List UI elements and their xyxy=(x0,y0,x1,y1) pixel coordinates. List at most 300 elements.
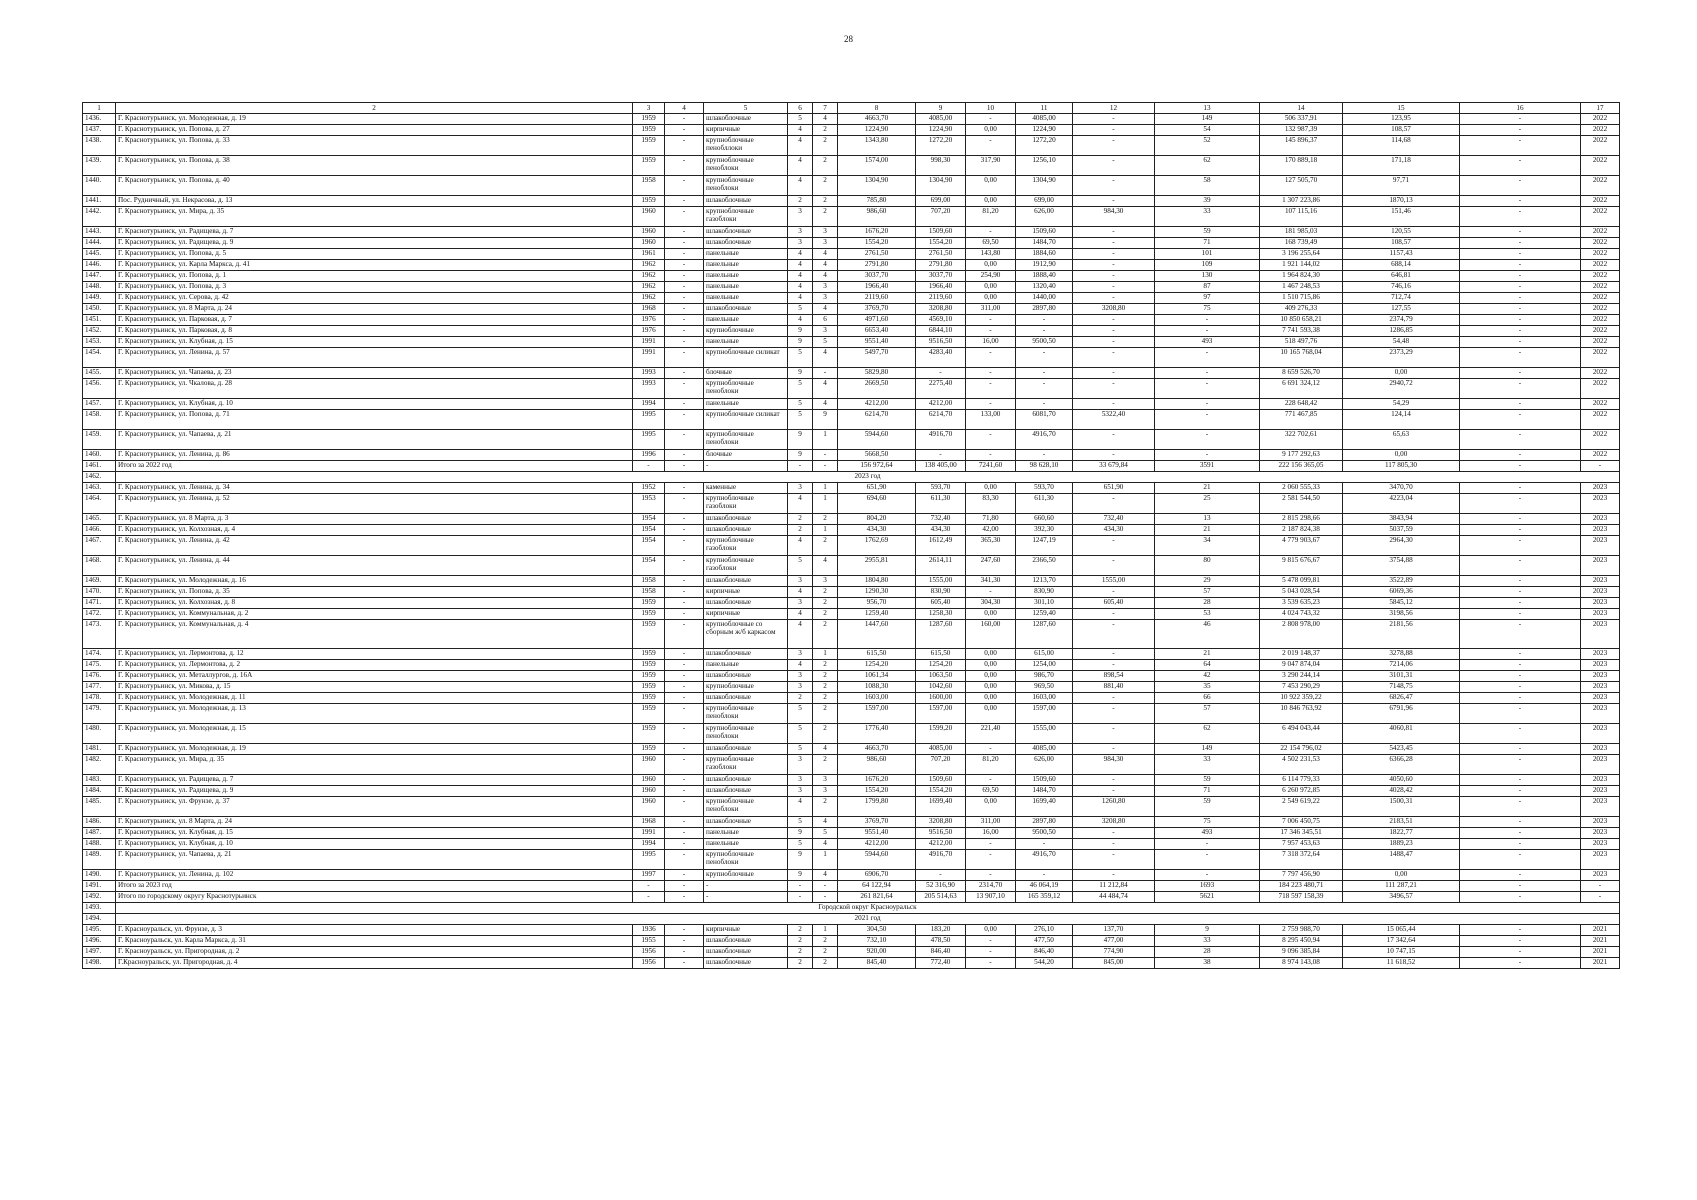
cell-col-15: 1286,85 xyxy=(1343,326,1460,337)
cell-col-9: 1287,60 xyxy=(916,620,966,649)
cell-col-10: 160,00 xyxy=(966,620,1016,649)
cell-col-16: - xyxy=(1460,315,1581,326)
cell-col-17: 2022 xyxy=(1581,136,1620,156)
cell-col-14: 22 154 796,02 xyxy=(1260,744,1343,755)
cell-col-2: Г. Краснотурьинск, ул. Радищева, д. 9 xyxy=(116,786,633,797)
table-body xyxy=(83,114,1620,969)
cell-col-8: 1088,30 xyxy=(838,682,916,693)
table-row xyxy=(83,271,1620,282)
cell-col-7: 2 xyxy=(813,598,838,609)
cell-col-1: 1464. xyxy=(83,494,116,514)
cell-col-15: 97,71 xyxy=(1343,176,1460,196)
cell-col-14: 10 922 359,22 xyxy=(1260,693,1343,704)
column-header: 15 xyxy=(1343,103,1460,114)
cell-col-4: - xyxy=(665,609,704,620)
cell-col-1: 1449. xyxy=(83,293,116,304)
cell-col-15: 746,16 xyxy=(1343,282,1460,293)
cell-col-8: 1304,90 xyxy=(838,176,916,196)
cell-col-1: 1454. xyxy=(83,348,116,368)
cell-col-6: 5 xyxy=(788,114,813,125)
row-number: 1493. xyxy=(83,903,116,914)
cell-col-16: - xyxy=(1460,947,1581,958)
cell-col-12: 3208,80 xyxy=(1073,817,1155,828)
cell-col-13: 35 xyxy=(1155,682,1260,693)
cell-col-5: крупноблочные пеноблоки xyxy=(704,704,788,724)
cell-col-3: 1955 xyxy=(633,936,665,947)
cell-col-8: 845,40 xyxy=(838,958,916,969)
cell-col-10: - xyxy=(966,587,1016,598)
cell-col-14: 7 741 593,38 xyxy=(1260,326,1343,337)
cell-col-8: 9551,40 xyxy=(838,828,916,839)
cell-col-5: панельные xyxy=(704,828,788,839)
cell-col-7: 1 xyxy=(813,525,838,536)
cell-col-11: 6081,70 xyxy=(1016,410,1073,430)
cell-col-13: 71 xyxy=(1155,238,1260,249)
cell-col-1: 1488. xyxy=(83,839,116,850)
cell-col-3: 1959 xyxy=(633,196,665,207)
cell-col-3: 1959 xyxy=(633,136,665,156)
table-row xyxy=(83,315,1620,326)
cell-col-10: 311,00 xyxy=(966,817,1016,828)
cell-col-11: 1287,60 xyxy=(1016,620,1073,649)
table-row xyxy=(83,925,1620,936)
cell-col-6: 3 xyxy=(788,238,813,249)
cell-col-2: Г. Краснотурьинск, ул. Парковая, д. 7 xyxy=(116,315,633,326)
cell-col-1: 1470. xyxy=(83,587,116,598)
cell-col-4: - xyxy=(665,315,704,326)
cell-col-10: 311,00 xyxy=(966,304,1016,315)
cell-col-12: - xyxy=(1073,399,1155,410)
cell-col-14: 718 597 158,39 xyxy=(1260,892,1343,903)
cell-col-7: 4 xyxy=(813,249,838,260)
table-row xyxy=(83,260,1620,271)
cell-col-3: 1962 xyxy=(633,293,665,304)
cell-col-8: 434,30 xyxy=(838,525,916,536)
cell-col-8: 1762,69 xyxy=(838,536,916,556)
cell-col-1: 1471. xyxy=(83,598,116,609)
cell-col-9: 434,30 xyxy=(916,525,966,536)
cell-col-1: 1444. xyxy=(83,238,116,249)
cell-col-16: - xyxy=(1460,337,1581,348)
cell-col-17: 2022 xyxy=(1581,207,1620,227)
cell-col-15: 5845,12 xyxy=(1343,598,1460,609)
cell-col-8: 615,50 xyxy=(838,649,916,660)
cell-col-4: - xyxy=(665,649,704,660)
cell-col-15: 1870,13 xyxy=(1343,196,1460,207)
table-row xyxy=(83,620,1620,649)
cell-col-6: 9 xyxy=(788,430,813,450)
cell-col-15: 127,55 xyxy=(1343,304,1460,315)
cell-col-9: 138 405,00 xyxy=(916,461,966,472)
cell-col-4: - xyxy=(665,682,704,693)
cell-col-5: шлакоблочные xyxy=(704,817,788,828)
cell-col-5: шлакоблочные xyxy=(704,238,788,249)
cell-col-2: Г. Красноуральск, ул. Карла Маркса, д. 31 xyxy=(116,936,633,947)
cell-col-5: панельные xyxy=(704,315,788,326)
cell-col-16: - xyxy=(1460,850,1581,870)
cell-col-3: 1996 xyxy=(633,450,665,461)
cell-col-3: 1959 xyxy=(633,598,665,609)
cell-col-9: 707,20 xyxy=(916,207,966,227)
cell-col-10: 13 907,10 xyxy=(966,892,1016,903)
cell-col-13: - xyxy=(1155,399,1260,410)
cell-col-5: шлакоблочные xyxy=(704,514,788,525)
cell-col-13: 59 xyxy=(1155,775,1260,786)
cell-col-8: 2791,80 xyxy=(838,260,916,271)
cell-col-16: - xyxy=(1460,609,1581,620)
cell-col-2: Г. Краснотурьинск, ул. Молодежная, д. 15 xyxy=(116,724,633,744)
cell-col-5: панельные xyxy=(704,839,788,850)
row-number: 1494. xyxy=(83,914,116,925)
cell-col-5: панельные xyxy=(704,282,788,293)
table-row xyxy=(83,136,1620,156)
table-row xyxy=(83,958,1620,969)
cell-col-8: 4212,00 xyxy=(838,839,916,850)
cell-col-17: 2023 xyxy=(1581,797,1620,817)
cell-col-10: 81,20 xyxy=(966,207,1016,227)
cell-col-2: Г. Краснотурьинск, ул. Попова, д. 35 xyxy=(116,587,633,598)
cell-col-12: 137,70 xyxy=(1073,925,1155,936)
column-header: 1 xyxy=(83,103,116,114)
column-header: 7 xyxy=(813,103,838,114)
cell-col-17: 2022 xyxy=(1581,304,1620,315)
cell-col-5: шлакоблочные xyxy=(704,744,788,755)
cell-col-16: - xyxy=(1460,936,1581,947)
cell-col-4: - xyxy=(665,249,704,260)
cell-col-13: 57 xyxy=(1155,704,1260,724)
cell-col-17: - xyxy=(1581,892,1620,903)
cell-col-15: 1822,77 xyxy=(1343,828,1460,839)
cell-col-17: 2023 xyxy=(1581,483,1620,494)
cell-col-4: - xyxy=(665,196,704,207)
cell-col-9: 1612,49 xyxy=(916,536,966,556)
cell-col-3: 1991 xyxy=(633,337,665,348)
cell-col-17: 2023 xyxy=(1581,494,1620,514)
cell-col-8: 64 122,94 xyxy=(838,881,916,892)
cell-col-6: 3 xyxy=(788,671,813,682)
cell-col-7: 3 xyxy=(813,775,838,786)
table-row xyxy=(83,797,1620,817)
cell-col-11: 4085,00 xyxy=(1016,744,1073,755)
cell-col-3: - xyxy=(633,461,665,472)
cell-col-9: 2614,11 xyxy=(916,556,966,576)
cell-col-10: - xyxy=(966,368,1016,379)
cell-col-13: 33 xyxy=(1155,936,1260,947)
cell-col-11: - xyxy=(1016,379,1073,399)
cell-col-1: 1480. xyxy=(83,724,116,744)
cell-col-4: - xyxy=(665,461,704,472)
column-header: 9 xyxy=(916,103,966,114)
cell-col-8: 651,90 xyxy=(838,483,916,494)
cell-col-2: Г.Красноуральск, ул. Пригородная, д. 4 xyxy=(116,958,633,969)
cell-col-11: 986,70 xyxy=(1016,671,1073,682)
table-row xyxy=(83,587,1620,598)
cell-col-3: 1997 xyxy=(633,870,665,881)
cell-col-13: 493 xyxy=(1155,337,1260,348)
cell-col-15: 3198,56 xyxy=(1343,609,1460,620)
section-row xyxy=(83,472,1620,483)
cell-col-13: 62 xyxy=(1155,724,1260,744)
cell-col-2: Г. Красноуральск, ул. Фрунзе, д. 3 xyxy=(116,925,633,936)
cell-col-12: - xyxy=(1073,156,1155,176)
cell-col-15: 712,74 xyxy=(1343,293,1460,304)
cell-col-9: 611,30 xyxy=(916,494,966,514)
cell-col-15: 4028,42 xyxy=(1343,786,1460,797)
cell-col-7: 9 xyxy=(813,410,838,430)
cell-col-1: 1481. xyxy=(83,744,116,755)
cell-col-17: 2023 xyxy=(1581,576,1620,587)
cell-col-3: 1993 xyxy=(633,379,665,399)
cell-col-11: - xyxy=(1016,348,1073,368)
cell-col-8: 1676,20 xyxy=(838,775,916,786)
cell-col-5: - xyxy=(704,461,788,472)
column-header: 17 xyxy=(1581,103,1620,114)
cell-col-11: 1484,70 xyxy=(1016,786,1073,797)
cell-col-12: - xyxy=(1073,368,1155,379)
table-row xyxy=(83,461,1620,472)
section-label: 2021 год xyxy=(116,914,1620,925)
cell-col-12: 984,30 xyxy=(1073,207,1155,227)
cell-col-3: 1959 xyxy=(633,724,665,744)
cell-col-17: 2022 xyxy=(1581,271,1620,282)
cell-col-3: 1959 xyxy=(633,649,665,660)
cell-col-7: 3 xyxy=(813,786,838,797)
table-row xyxy=(83,724,1620,744)
cell-col-7: 5 xyxy=(813,828,838,839)
cell-col-14: 2 187 824,38 xyxy=(1260,525,1343,536)
cell-col-12: - xyxy=(1073,379,1155,399)
cell-col-2: Г. Краснотурьинск, ул. Радищева, д. 9 xyxy=(116,238,633,249)
cell-col-9: 1509,60 xyxy=(916,775,966,786)
cell-col-2: Г. Краснотурьинск, ул. Фрунзе, д. 37 xyxy=(116,797,633,817)
cell-col-14: 3 196 255,64 xyxy=(1260,249,1343,260)
cell-col-10: 0,00 xyxy=(966,293,1016,304)
cell-col-1: 1473. xyxy=(83,620,116,649)
cell-col-5: шлакоблочные xyxy=(704,304,788,315)
column-header: 5 xyxy=(704,103,788,114)
cell-col-11: 699,00 xyxy=(1016,196,1073,207)
cell-col-8: 1061,34 xyxy=(838,671,916,682)
section-label: 2023 год xyxy=(116,472,1620,483)
cell-col-13: 149 xyxy=(1155,744,1260,755)
cell-col-7: 2 xyxy=(813,587,838,598)
cell-col-14: 6 114 779,33 xyxy=(1260,775,1343,786)
cell-col-2: Г. Краснотурьинск, ул. Попова, д. 1 xyxy=(116,271,633,282)
cell-col-12: 11 212,84 xyxy=(1073,881,1155,892)
cell-col-14: 107 115,16 xyxy=(1260,207,1343,227)
table-row xyxy=(83,850,1620,870)
table-row xyxy=(83,483,1620,494)
table-row xyxy=(83,598,1620,609)
cell-col-1: 1453. xyxy=(83,337,116,348)
cell-col-10: 16,00 xyxy=(966,828,1016,839)
cell-col-9: 4085,00 xyxy=(916,744,966,755)
cell-col-16: - xyxy=(1460,786,1581,797)
cell-col-14: 7 006 450,75 xyxy=(1260,817,1343,828)
table-row xyxy=(83,176,1620,196)
cell-col-7: 4 xyxy=(813,260,838,271)
cell-col-10: 71,80 xyxy=(966,514,1016,525)
cell-col-17: 2023 xyxy=(1581,817,1620,828)
cell-col-7: 3 xyxy=(813,238,838,249)
cell-col-10: 81,20 xyxy=(966,755,1016,775)
cell-col-13: - xyxy=(1155,368,1260,379)
cell-col-11: 46 064,19 xyxy=(1016,881,1073,892)
cell-col-17: 2022 xyxy=(1581,282,1620,293)
cell-col-6: 5 xyxy=(788,379,813,399)
cell-col-17: 2021 xyxy=(1581,947,1620,958)
cell-col-3: - xyxy=(633,892,665,903)
cell-col-2: Г. Краснотурьинск, ул. Попова, д. 71 xyxy=(116,410,633,430)
cell-col-4: - xyxy=(665,576,704,587)
cell-col-15: 0,00 xyxy=(1343,450,1460,461)
cell-col-7: 4 xyxy=(813,556,838,576)
cell-col-9: 2119,60 xyxy=(916,293,966,304)
cell-col-14: 506 337,91 xyxy=(1260,114,1343,125)
cell-col-1: 1448. xyxy=(83,282,116,293)
cell-col-16: - xyxy=(1460,704,1581,724)
cell-col-9: 1554,20 xyxy=(916,238,966,249)
cell-col-12: - xyxy=(1073,775,1155,786)
cell-col-4: - xyxy=(665,410,704,430)
cell-col-17: 2023 xyxy=(1581,755,1620,775)
cell-col-4: - xyxy=(665,379,704,399)
cell-col-15: 6366,28 xyxy=(1343,755,1460,775)
cell-col-12: - xyxy=(1073,850,1155,870)
table-row xyxy=(83,525,1620,536)
cell-col-5: крупноблочные пенобллоки xyxy=(704,136,788,156)
cell-col-14: 7 453 290,29 xyxy=(1260,682,1343,693)
cell-col-10: 0,00 xyxy=(966,196,1016,207)
cell-col-16: - xyxy=(1460,576,1581,587)
cell-col-10: - xyxy=(966,936,1016,947)
cell-col-2: Итого за 2022 год xyxy=(116,461,633,472)
cell-col-6: 4 xyxy=(788,156,813,176)
cell-col-11: - xyxy=(1016,399,1073,410)
cell-col-13: 33 xyxy=(1155,755,1260,775)
cell-col-1: 1447. xyxy=(83,271,116,282)
cell-col-5: кирпичные xyxy=(704,587,788,598)
cell-col-10: 143,80 xyxy=(966,249,1016,260)
cell-col-6: 5 xyxy=(788,399,813,410)
cell-col-13: - xyxy=(1155,870,1260,881)
cell-col-6: 5 xyxy=(788,724,813,744)
cell-col-15: 11 618,52 xyxy=(1343,958,1460,969)
cell-col-1: 1463. xyxy=(83,483,116,494)
cell-col-2: Г. Краснотурьинск, ул. Попова, д. 33 xyxy=(116,136,633,156)
cell-col-5: панельные xyxy=(704,271,788,282)
cell-col-14: 7 957 453,63 xyxy=(1260,839,1343,850)
cell-col-5: крупноблочные силикат xyxy=(704,410,788,430)
cell-col-8: 4663,70 xyxy=(838,744,916,755)
cell-col-5: крупноблочные xyxy=(704,682,788,693)
cell-col-4: - xyxy=(665,828,704,839)
cell-col-3: 1995 xyxy=(633,410,665,430)
cell-col-16: - xyxy=(1460,368,1581,379)
cell-col-4: - xyxy=(665,238,704,249)
cell-col-13: 62 xyxy=(1155,156,1260,176)
cell-col-15: 124,14 xyxy=(1343,410,1460,430)
cell-col-6: 3 xyxy=(788,576,813,587)
cell-col-17: 2023 xyxy=(1581,724,1620,744)
cell-col-12: - xyxy=(1073,587,1155,598)
cell-col-7: 4 xyxy=(813,399,838,410)
column-header: 6 xyxy=(788,103,813,114)
cell-col-14: 4 502 231,53 xyxy=(1260,755,1343,775)
cell-col-17: 2023 xyxy=(1581,850,1620,870)
cell-col-16: - xyxy=(1460,207,1581,227)
cell-col-10: 0,00 xyxy=(966,609,1016,620)
cell-col-1: 1496. xyxy=(83,936,116,947)
cell-col-7: 1 xyxy=(813,850,838,870)
cell-col-14: 145 896,37 xyxy=(1260,136,1343,156)
table-row xyxy=(83,399,1620,410)
cell-col-11: 2897,80 xyxy=(1016,304,1073,315)
cell-col-9: 998,30 xyxy=(916,156,966,176)
cell-col-16: - xyxy=(1460,326,1581,337)
cell-col-3: 1962 xyxy=(633,260,665,271)
cell-col-13: - xyxy=(1155,379,1260,399)
cell-col-10: 42,00 xyxy=(966,525,1016,536)
cell-col-10: 133,00 xyxy=(966,410,1016,430)
table-row xyxy=(83,660,1620,671)
cell-col-11: 1259,40 xyxy=(1016,609,1073,620)
cell-col-12: - xyxy=(1073,870,1155,881)
cell-col-8: 9551,40 xyxy=(838,337,916,348)
cell-col-11: 626,00 xyxy=(1016,755,1073,775)
cell-col-17: 2023 xyxy=(1581,839,1620,850)
table-row xyxy=(83,556,1620,576)
cell-col-11: 301,10 xyxy=(1016,598,1073,609)
cell-col-16: - xyxy=(1460,828,1581,839)
cell-col-9: 205 514,63 xyxy=(916,892,966,903)
cell-col-5: крупноблочные пеноблоки xyxy=(704,379,788,399)
cell-col-7: 4 xyxy=(813,304,838,315)
cell-col-9: 4212,00 xyxy=(916,399,966,410)
cell-col-2: Г. Краснотурьинск, ул. Колхозная, д. 8 xyxy=(116,598,633,609)
cell-col-14: 6 260 972,85 xyxy=(1260,786,1343,797)
cell-col-15: 171,18 xyxy=(1343,156,1460,176)
cell-col-9: 615,50 xyxy=(916,649,966,660)
cell-col-9: 2275,40 xyxy=(916,379,966,399)
cell-col-7: 3 xyxy=(813,293,838,304)
table-row xyxy=(83,348,1620,368)
cell-col-1: 1491. xyxy=(83,881,116,892)
cell-col-2: Г. Краснотурьинск, ул. Чкалова, д. 28 xyxy=(116,379,633,399)
cell-col-1: 1497. xyxy=(83,947,116,958)
cell-col-2: Г. Краснотурьинск, ул. Коммунальная, д. 2 xyxy=(116,609,633,620)
cell-col-16: - xyxy=(1460,196,1581,207)
cell-col-17: 2023 xyxy=(1581,598,1620,609)
cell-col-5: крупноблочные пеноблоки xyxy=(704,797,788,817)
cell-col-14: 7 318 372,64 xyxy=(1260,850,1343,870)
cell-col-11: 626,00 xyxy=(1016,207,1073,227)
cell-col-2: Г. Краснотурьинск, ул. Чапаева, д. 23 xyxy=(116,368,633,379)
cell-col-9: 4283,40 xyxy=(916,348,966,368)
cell-col-6: 3 xyxy=(788,598,813,609)
cell-col-17: 2023 xyxy=(1581,704,1620,724)
cell-col-14: 228 648,42 xyxy=(1260,399,1343,410)
cell-col-8: 156 972,64 xyxy=(838,461,916,472)
cell-col-6: 4 xyxy=(788,587,813,598)
table-row xyxy=(83,671,1620,682)
cell-col-16: - xyxy=(1460,620,1581,649)
cell-col-6: 4 xyxy=(788,260,813,271)
cell-col-13: - xyxy=(1155,850,1260,870)
cell-col-11: - xyxy=(1016,839,1073,850)
cell-col-17: 2022 xyxy=(1581,249,1620,260)
cell-col-13: 34 xyxy=(1155,536,1260,556)
